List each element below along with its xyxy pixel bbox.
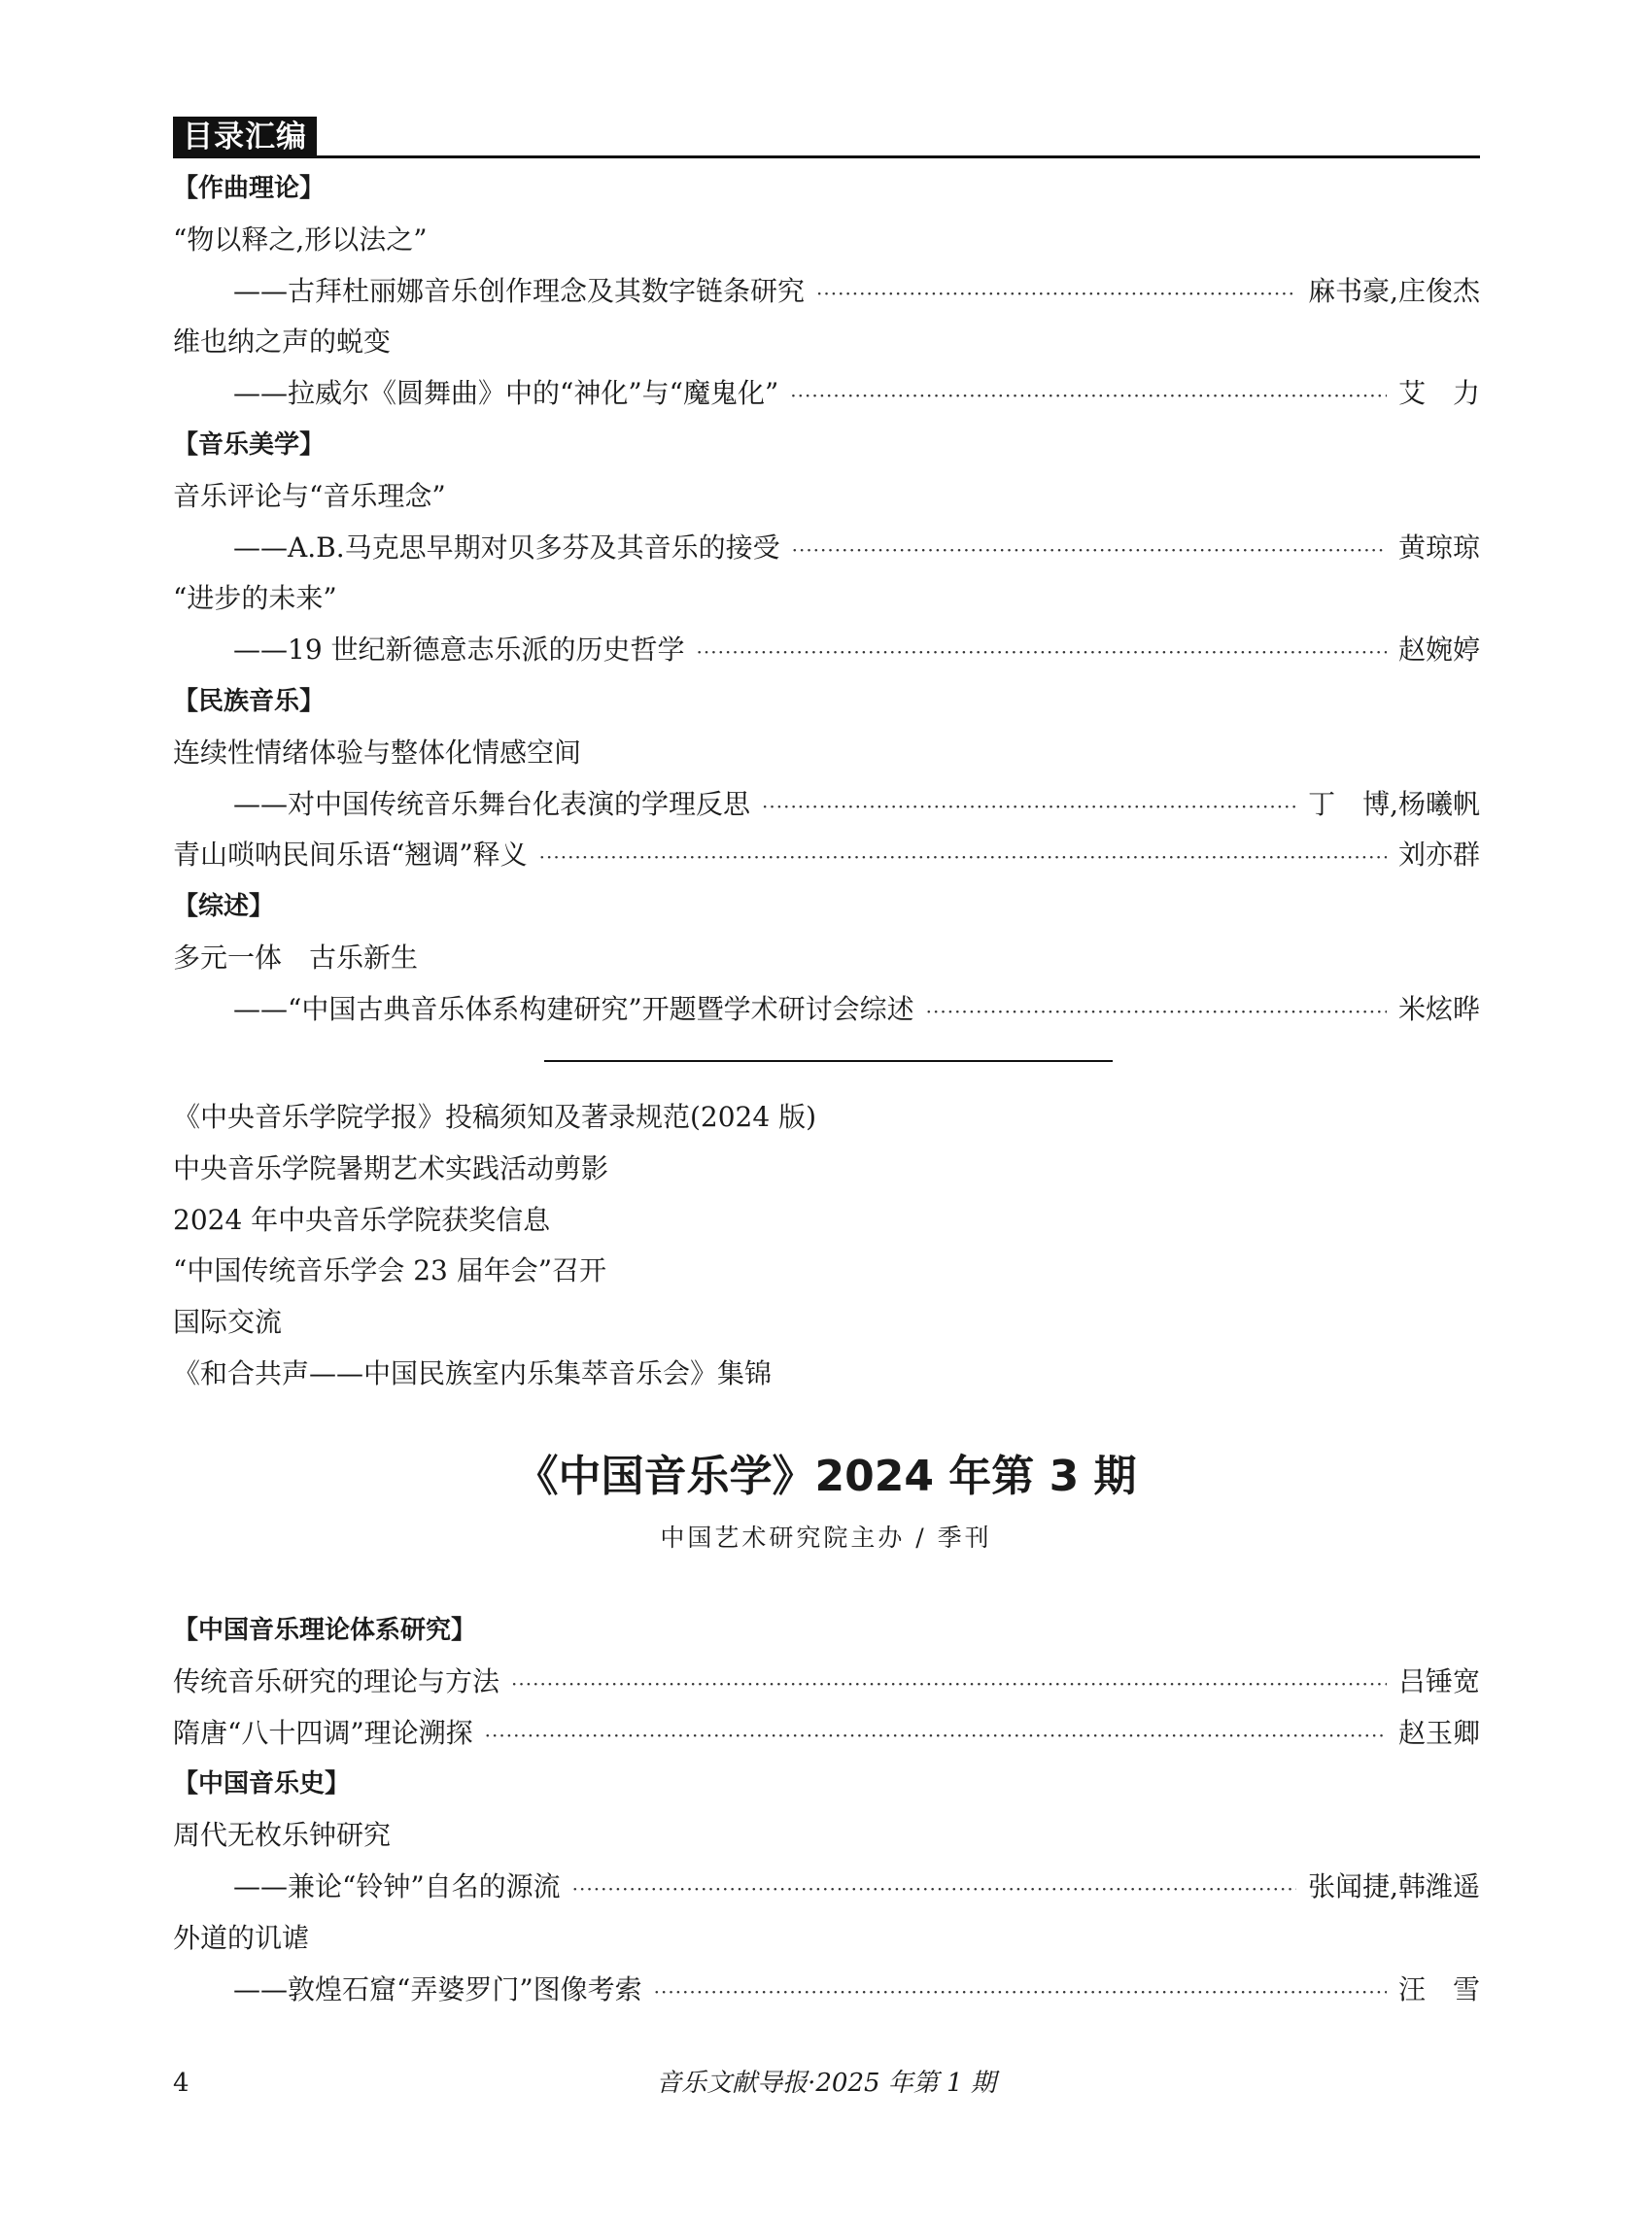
entry-title: 周代无枚乐钟研究 <box>173 1819 392 1852</box>
toc-subtitle-entry <box>173 523 1480 574</box>
page-number: 4 <box>173 2069 189 2098</box>
entry-author: 丁 博,杨曦帆 <box>1308 787 1480 820</box>
toc-article-title <box>173 933 1480 984</box>
entry-author: 黄琼琼 <box>1397 531 1480 564</box>
dot-leader <box>790 370 1387 422</box>
entry-title: ——拉威尔《圆舞曲》中的“神化”与“魔鬼化” <box>233 377 779 410</box>
entry-author: 张闻捷,韩潍遥 <box>1308 1869 1480 1902</box>
toc-subtitle-entry <box>173 266 1480 318</box>
section-divider <box>544 1060 1113 1062</box>
entry-author: 吕锤宽 <box>1397 1664 1480 1697</box>
entry-author: 米炫晔 <box>1397 992 1480 1025</box>
entry-author: 汪 雪 <box>1397 1972 1480 2005</box>
section-label: 【中国音乐理论体系研究】 <box>173 1616 477 1645</box>
entry-title: ——“中国古典音乐体系构建研究”开题暨学术研讨会综述 <box>233 992 914 1025</box>
entry-title: ——敦煌石窟“弄婆罗门”图像考索 <box>233 1972 642 2005</box>
section-header <box>173 117 1480 161</box>
entry-author: 艾 力 <box>1397 377 1480 410</box>
misc-item: 国际交流 <box>173 1306 283 1339</box>
journal-title: 《中国音乐学》2024 年第 3 期 <box>515 1452 1137 1501</box>
dot-leader <box>572 1864 1296 1915</box>
entry-title: 青山唢呐民间乐语“翘调”释义 <box>173 839 528 872</box>
toc-article-title <box>173 1810 1480 1862</box>
toc-part-2 <box>173 1605 1480 2015</box>
section-label: 【作曲理论】 <box>173 174 326 203</box>
entry-title: 连续性情绪体验与整体化情感空间 <box>173 736 582 769</box>
toc-entry <box>173 830 1480 881</box>
entry-title: 隋唐“八十四调”理论溯探 <box>173 1716 473 1749</box>
toc-section-heading <box>173 1759 1480 1810</box>
toc-part-1 <box>173 163 1480 1036</box>
entry-title: ——19 世纪新德意志乐派的历史哲学 <box>233 634 685 667</box>
toc-entry <box>173 1708 1480 1760</box>
toc-section-heading <box>173 881 1480 933</box>
section-label: 【综述】 <box>173 892 275 922</box>
toc-subtitle-entry <box>173 1965 1480 2016</box>
toc-article-title <box>173 573 1480 625</box>
entry-title: 音乐评论与“音乐理念” <box>173 479 446 512</box>
entry-title: 维也纳之声的蜕变 <box>173 325 392 359</box>
entry-title: 多元一体 古乐新生 <box>173 941 419 974</box>
toc-subtitle-entry <box>173 984 1480 1036</box>
toc-section-heading <box>173 420 1480 471</box>
toc-article-title <box>173 1913 1480 1965</box>
header-rule <box>173 155 1480 158</box>
dot-leader <box>539 832 1387 883</box>
dot-leader <box>926 986 1387 1038</box>
toc-section-heading <box>173 1605 1480 1657</box>
toc-article-title <box>173 728 1480 779</box>
dot-leader <box>654 1967 1387 2018</box>
entry-title: ——古拜杜丽娜音乐创作理念及其数字链条研究 <box>233 274 806 307</box>
entry-title: ——对中国传统音乐舞台化表演的学理反思 <box>233 787 751 820</box>
toc-entry <box>173 1657 1480 1708</box>
journal-subtitle: 中国艺术研究院主办 / 季刊 <box>660 1524 992 1552</box>
entry-title: 外道的讥谑 <box>173 1921 310 1954</box>
toc-subtitle-entry <box>173 625 1480 676</box>
entry-author: 刘亦群 <box>1397 839 1480 872</box>
dot-leader <box>485 1710 1387 1762</box>
entry-author: 赵玉卿 <box>1397 1716 1480 1749</box>
section-label: 【民族音乐】 <box>173 686 326 716</box>
entry-title: ——A.B.马克思早期对贝多芬及其音乐的接受 <box>233 531 780 564</box>
running-footer: 音乐文献导报·2025 年第 1 期 <box>656 2069 996 2098</box>
misc-item: 2024 年中央音乐学院获奖信息 <box>173 1203 551 1236</box>
entry-author: 麻书豪,庄俊杰 <box>1308 274 1480 307</box>
misc-item: 中央音乐学院暑期艺术实践活动剪影 <box>173 1151 609 1184</box>
toc-section-heading <box>173 163 1480 215</box>
section-header-label: 目录汇编 <box>173 117 317 157</box>
misc-items-list <box>173 1092 1480 1400</box>
toc-section-heading <box>173 676 1480 728</box>
misc-item: 《和合共声——中国民族室内乐集萃音乐会》集锦 <box>173 1356 773 1389</box>
entry-author: 赵婉婷 <box>1397 634 1480 667</box>
dot-leader <box>697 627 1387 678</box>
entry-title: “进步的未来” <box>173 582 337 615</box>
misc-item: 《中央音乐学院学报》投稿须知及著录规范(2024 版) <box>173 1101 817 1133</box>
toc-article-title <box>173 317 1480 368</box>
toc-article-title <box>173 215 1480 266</box>
entry-title: 传统音乐研究的理论与方法 <box>173 1664 500 1697</box>
dot-leader <box>816 268 1296 320</box>
dot-leader <box>792 525 1387 576</box>
toc-subtitle-entry <box>173 1862 1480 1913</box>
section-label: 【中国音乐史】 <box>173 1769 351 1799</box>
entry-title: “物以释之,形以法之” <box>173 223 428 256</box>
entry-title: ——兼论“铃钟”自名的源流 <box>233 1869 561 1902</box>
dot-leader <box>511 1659 1387 1710</box>
toc-subtitle-entry <box>173 779 1480 831</box>
toc-subtitle-entry <box>173 368 1480 420</box>
section-label: 【音乐美学】 <box>173 429 326 460</box>
dot-leader <box>762 781 1296 833</box>
misc-item: “中国传统音乐学会 23 届年会”召开 <box>173 1254 607 1287</box>
toc-article-title <box>173 471 1480 523</box>
